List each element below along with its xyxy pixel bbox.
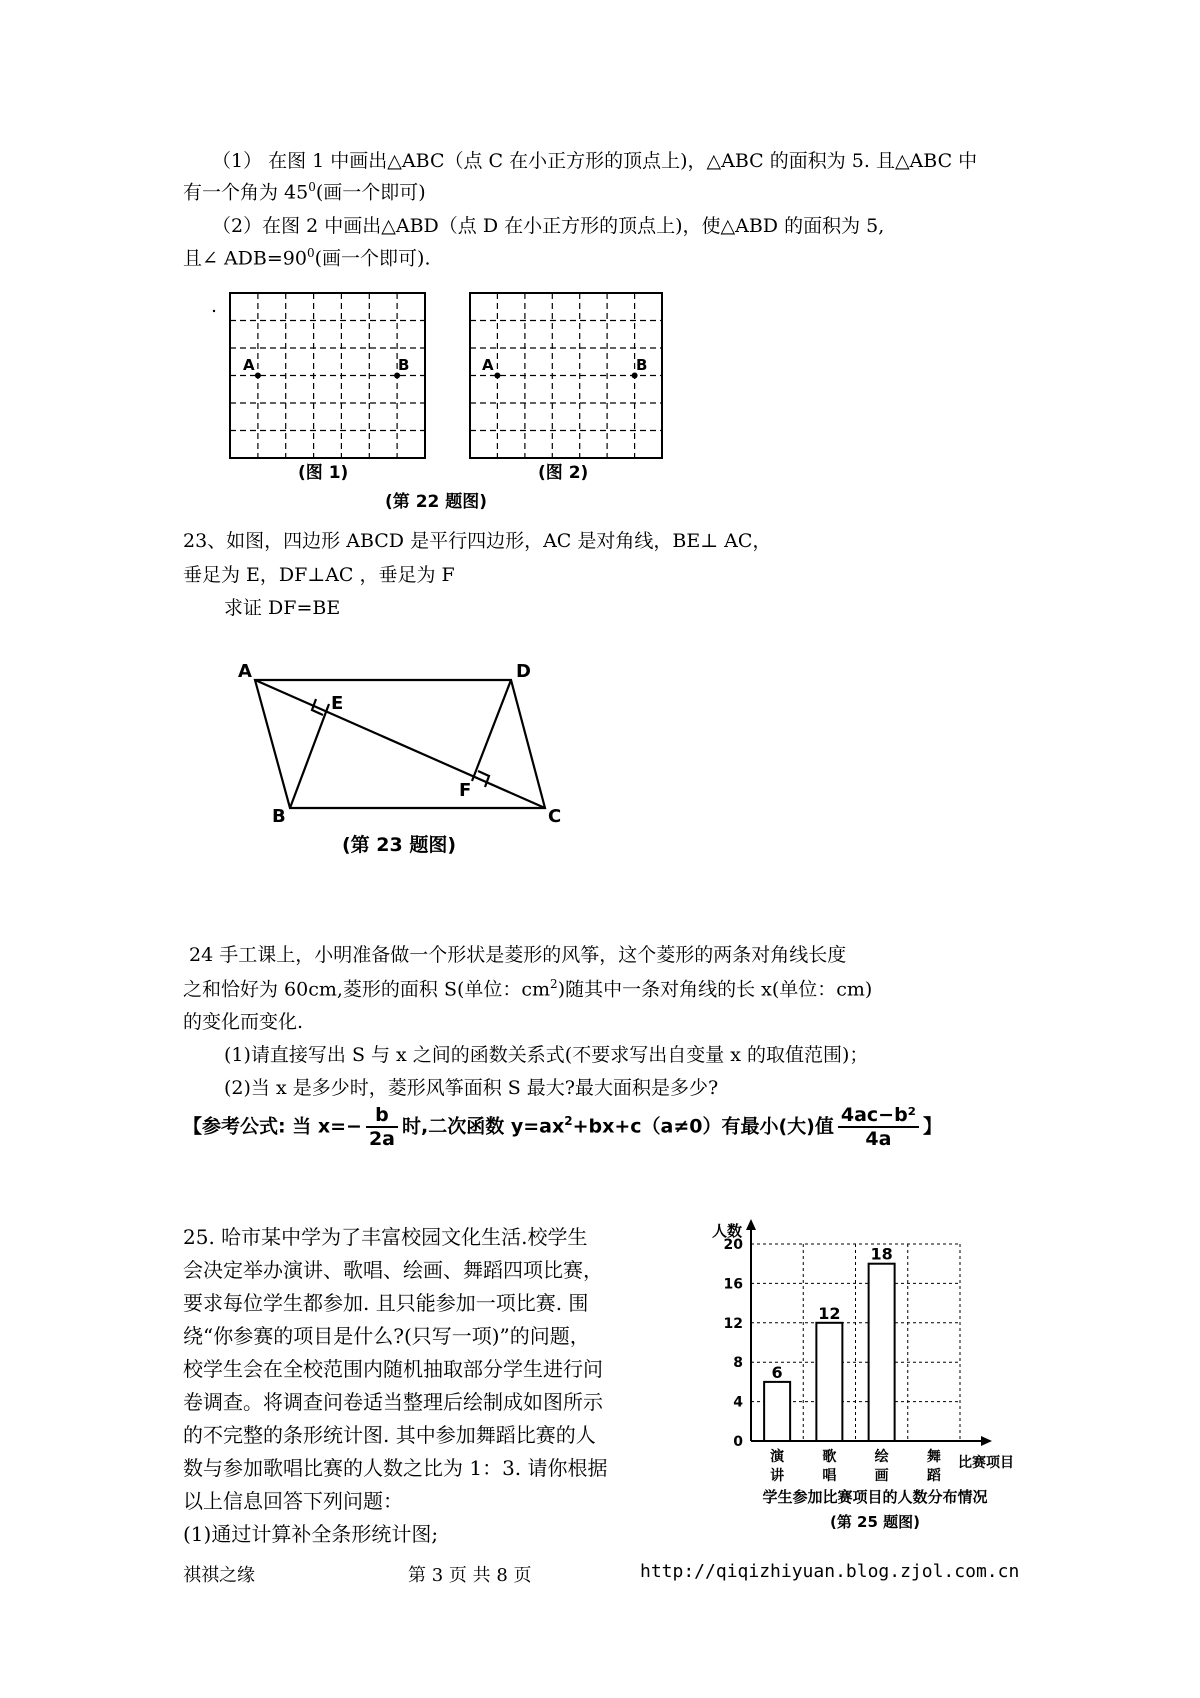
chart-ytick-label: 8 [733, 1355, 743, 1372]
q23-line3: 求证 DF=BE [224, 597, 341, 619]
label-f: F [459, 780, 472, 801]
q22-part2-line1: （2）在图 2 中画出△ABD（点 D 在小正方形的顶点上)，使△ABD 的面积为 5, [212, 215, 885, 237]
label-a: A [238, 661, 252, 682]
chart-category-label: 讲 [770, 1468, 785, 1484]
chart-bar-value-label: 18 [870, 1244, 893, 1264]
grid2-point-b: B [636, 356, 648, 374]
footer-page-number: 第 3 页 共 8 页 [408, 1565, 532, 1586]
footer-url[interactable]: http://qiqizhiyuan.blog.zjol.com.cn [640, 1561, 1020, 1582]
chart-bar-1 [764, 1382, 790, 1441]
q24-line4: (1)请直接写出 S 与 x 之间的函数关系式(不要求写出自变量 x 的取值范围)； [224, 1044, 869, 1066]
q24-line1: 24 手工课上，小明准备做一个形状是菱形的风筝，这个菱形的两条对角线长度 [189, 944, 847, 966]
q24-line5: (2)当 x 是多少时，菱形风筝面积 S 最大?最大面积是多少? [224, 1077, 719, 1099]
q25-line: 以上信息回答下列问题： [183, 1489, 403, 1513]
chart-subtitle: (第 25 题图) [829, 1513, 921, 1531]
label-b: B [272, 806, 286, 827]
chart-bar-3 [869, 1264, 895, 1441]
q25-line: 卷调查。将调查问卷适当整理后绘制成如图所示 [183, 1390, 603, 1414]
chart-category-label: 演 [770, 1449, 785, 1465]
q25-line: 会决定举办演讲、歌唱、绘画、舞蹈四项比赛， [183, 1258, 603, 1282]
chart-ytick-label: 4 [733, 1394, 743, 1411]
q25-line: 的不完整的条形统计图. 其中参加舞蹈比赛的人 [183, 1423, 596, 1447]
label-d: D [516, 661, 531, 682]
chart-category-label: 歌 [822, 1449, 837, 1465]
chart-bars [764, 1245, 895, 1441]
chart-category-label: 绘 [874, 1449, 889, 1465]
q25-line: 校学生会在全校范围内随机抽取部分学生进行问 [183, 1357, 603, 1381]
q24-line2: 之和恰好为 60cm,菱形的面积 S(单位：$cm^2$)随其中一条对角线的长 x(单位：cm) [183, 977, 873, 1001]
chart-bar-2 [816, 1323, 842, 1441]
q25-line: 要求每位学生都参加. 且只能参加一项比赛. 围 [183, 1291, 589, 1315]
chart-title: 学生参加比赛项目的人数分布情况 [762, 1488, 988, 1506]
chart-bar-value-label: 6 [771, 1362, 783, 1382]
grid2-caption: (图 2) [538, 463, 589, 483]
grid1-point-b: B [398, 356, 410, 374]
q25-line: 25. 哈市某中学为了丰富校园文化生活.校学生 [183, 1225, 588, 1249]
chart-category-label: 唱 [822, 1468, 837, 1484]
chart-bar-value-label: 12 [818, 1303, 841, 1323]
q22-part1-line2: 有一个角为 $45^0$(画一个即可) [183, 180, 426, 204]
chart-ylabel: 人数 [712, 1222, 743, 1240]
q22-part2-line2: 且∠ $ADB=90^0$(画一个即可). [183, 246, 431, 270]
q22-part1-line1: （1） 在图 1 中画出△ABC（点 C 在小正方形的顶点上)，△ABC 的面积为 5. 且△ABC 中 [212, 150, 978, 172]
q23-line2: 垂足为 E，DF⊥AC ，垂足为 F [183, 564, 455, 586]
chart-yticks [724, 1237, 744, 1450]
q23-figure-caption: (第 23 题图) [342, 834, 457, 856]
reference-formula: 【参考公式: 当 x=− $\frac{b}{2a}$ 时,二次函数 $y=ax^2+bx+c(a\ne 0)$有最小(大)值 $\frac{\text{4ac−b²}}{4a}$ 】 [183, 1104, 943, 1150]
q23-line1: 23、如图，四边形 ABCD 是平行四边形，AC 是对角线，BE⊥ AC， [183, 530, 772, 552]
chart-category-label: 画 [874, 1468, 889, 1484]
q25-line: 绕“你参赛的项目是什么?(只写一项)”的问题， [183, 1324, 590, 1348]
grid1-point-a: A [243, 356, 255, 374]
grid2-point-a: A [482, 356, 494, 374]
chart-category-label: 蹈 [926, 1468, 941, 1484]
chart-ytick-label: 20 [723, 1237, 743, 1253]
label-e: E [331, 693, 344, 714]
chart-xlabel: 比赛项目 [958, 1455, 1014, 1471]
q24-line3: 的变化而变化. [183, 1011, 304, 1033]
footer-left: 祺祺之缘 [183, 1565, 255, 1586]
chart-ytick-label: 16 [723, 1276, 743, 1293]
label-c: C [548, 806, 562, 827]
chart-ytick-label: 0 [733, 1434, 743, 1450]
q25-line: (1)通过计算补全条形统计图; [183, 1522, 439, 1546]
grid1-caption: (图 1) [298, 463, 349, 483]
chart-ytick-label: 12 [723, 1315, 743, 1332]
q22-figure-caption: (第 22 题图) [385, 492, 488, 512]
chart-xlabels [769, 1448, 941, 1484]
q25-line: 数与参加歌唱比赛的人数之比为 1：3. 请你根据 [183, 1456, 608, 1480]
chart-category-label: 舞 [926, 1449, 941, 1465]
